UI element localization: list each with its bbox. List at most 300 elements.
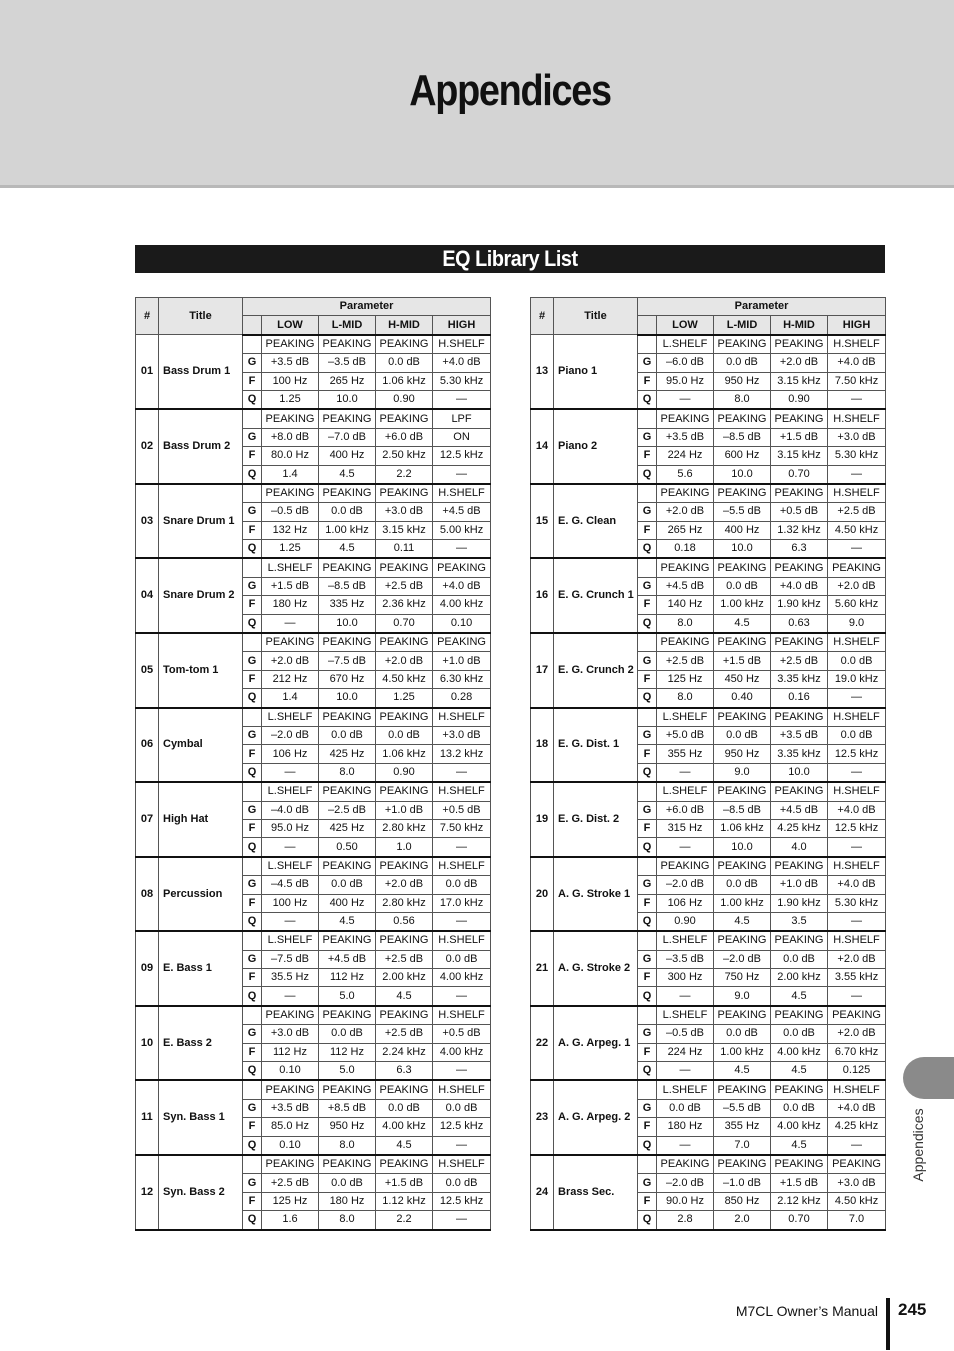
band-type-cell: H.SHELF bbox=[828, 708, 886, 727]
preset-title: E. G. Clean bbox=[554, 484, 638, 559]
param-value-cell: 1.90 kHz bbox=[771, 596, 828, 614]
param-value-cell: 5.6 bbox=[657, 465, 714, 484]
param-value-cell: — bbox=[657, 390, 714, 409]
table-body-left bbox=[136, 335, 491, 1230]
param-value-cell: 13.2 kHz bbox=[433, 745, 491, 763]
param-value-cell: — bbox=[828, 838, 886, 857]
row-label bbox=[243, 633, 262, 652]
param-value-cell: — bbox=[262, 838, 319, 857]
param-value-cell: 4.00 kHz bbox=[771, 1118, 828, 1136]
param-value-cell: +3.0 dB bbox=[376, 503, 433, 521]
section-title: EQ Library List bbox=[442, 246, 578, 271]
band-type-cell: PEAKING bbox=[657, 857, 714, 876]
table-row bbox=[136, 1155, 491, 1174]
param-value-cell: +2.5 dB bbox=[828, 503, 886, 521]
param-value-cell: 2.8 bbox=[657, 1211, 714, 1230]
param-value-cell: +2.0 dB bbox=[828, 950, 886, 968]
param-value-cell: 7.0 bbox=[828, 1211, 886, 1230]
band-type-cell: PEAKING bbox=[657, 633, 714, 652]
band-type-cell: PEAKING bbox=[376, 409, 433, 428]
preset-title: E. G. Crunch 1 bbox=[554, 558, 638, 633]
param-value-cell: 0.18 bbox=[657, 540, 714, 559]
table-row bbox=[136, 782, 491, 801]
param-value-cell: 2.80 kHz bbox=[376, 819, 433, 837]
param-value-cell: +2.0 dB bbox=[828, 577, 886, 595]
row-label: G bbox=[243, 726, 262, 744]
preset-title: Piano 2 bbox=[554, 409, 638, 484]
band-type-cell: H.SHELF bbox=[828, 484, 886, 503]
preset-title: Tom-tom 1 bbox=[159, 633, 243, 708]
param-value-cell: 1.6 bbox=[262, 1211, 319, 1230]
param-value-cell: 8.0 bbox=[319, 1136, 376, 1155]
preset-title: E. G. Dist. 1 bbox=[554, 708, 638, 783]
table-header-row bbox=[531, 298, 886, 316]
param-value-cell: 10.0 bbox=[714, 540, 771, 559]
param-value-cell: — bbox=[657, 838, 714, 857]
param-value-cell: 3.15 kHz bbox=[771, 447, 828, 465]
param-value-cell: 140 Hz bbox=[657, 596, 714, 614]
col-header-low: LOW bbox=[262, 316, 319, 335]
param-value-cell: –2.0 dB bbox=[262, 726, 319, 744]
param-value-cell: +3.5 dB bbox=[262, 1099, 319, 1117]
param-value-cell: — bbox=[657, 1062, 714, 1081]
preset-number: 15 bbox=[531, 484, 554, 559]
row-label: G bbox=[243, 1099, 262, 1117]
param-value-cell: +1.5 dB bbox=[714, 652, 771, 670]
band-type-cell: PEAKING bbox=[262, 484, 319, 503]
param-value-cell: +4.0 dB bbox=[433, 577, 491, 595]
preset-title: E. G. Crunch 2 bbox=[554, 633, 638, 708]
param-value-cell: 0.70 bbox=[771, 1211, 828, 1230]
param-value-cell: 950 Hz bbox=[714, 745, 771, 763]
row-label: Q bbox=[243, 1136, 262, 1155]
row-label: G bbox=[638, 1025, 657, 1043]
param-value-cell: 112 Hz bbox=[262, 1043, 319, 1061]
param-value-cell: +2.0 dB bbox=[657, 503, 714, 521]
band-type-cell: L.SHELF bbox=[262, 857, 319, 876]
param-value-cell: 8.0 bbox=[319, 1211, 376, 1230]
param-value-cell: 4.5 bbox=[714, 1062, 771, 1081]
param-value-cell: +2.0 dB bbox=[376, 876, 433, 894]
row-label bbox=[243, 782, 262, 801]
param-value-cell: 2.50 kHz bbox=[376, 447, 433, 465]
eq-library-table-right bbox=[530, 297, 886, 1231]
row-label: G bbox=[243, 801, 262, 819]
preset-number: 05 bbox=[136, 633, 159, 708]
table-body-right bbox=[531, 335, 886, 1230]
band-type-cell: PEAKING bbox=[771, 708, 828, 727]
param-value-cell: 1.00 kHz bbox=[319, 521, 376, 539]
param-value-cell: 8.0 bbox=[657, 614, 714, 633]
param-value-cell: 0.0 dB bbox=[828, 726, 886, 744]
param-value-cell: 2.24 kHz bbox=[376, 1043, 433, 1061]
preset-title: Bass Drum 2 bbox=[159, 409, 243, 484]
table-row bbox=[531, 1006, 886, 1025]
table-row bbox=[136, 931, 491, 950]
band-type-cell: L.SHELF bbox=[657, 1080, 714, 1099]
band-type-cell: L.SHELF bbox=[657, 335, 714, 354]
param-value-cell: +1.0 dB bbox=[376, 801, 433, 819]
param-value-cell: 950 Hz bbox=[714, 372, 771, 390]
param-value-cell: +1.5 dB bbox=[771, 1174, 828, 1192]
param-value-cell: 1.00 kHz bbox=[714, 894, 771, 912]
param-value-cell: +4.5 dB bbox=[771, 801, 828, 819]
preset-number: 09 bbox=[136, 931, 159, 1006]
row-label bbox=[638, 633, 657, 652]
preset-number: 21 bbox=[531, 931, 554, 1006]
table-row bbox=[531, 335, 886, 354]
param-value-cell: 8.0 bbox=[714, 390, 771, 409]
band-type-cell: PEAKING bbox=[771, 1006, 828, 1025]
row-label: F bbox=[638, 596, 657, 614]
param-value-cell: –7.0 dB bbox=[319, 428, 376, 446]
param-value-cell: 3.55 kHz bbox=[828, 969, 886, 987]
table-row bbox=[531, 1155, 886, 1174]
band-type-cell: PEAKING bbox=[714, 782, 771, 801]
table-row bbox=[531, 782, 886, 801]
band-type-cell: PEAKING bbox=[771, 484, 828, 503]
param-value-cell: 1.4 bbox=[262, 689, 319, 708]
param-value-cell: +2.0 dB bbox=[828, 1025, 886, 1043]
param-value-cell: 1.25 bbox=[262, 390, 319, 409]
param-value-cell: 0.10 bbox=[433, 614, 491, 633]
param-value-cell: 180 Hz bbox=[262, 596, 319, 614]
preset-title: E. Bass 2 bbox=[159, 1006, 243, 1081]
row-label: Q bbox=[243, 987, 262, 1006]
param-value-cell: — bbox=[262, 614, 319, 633]
param-value-cell: — bbox=[433, 390, 491, 409]
param-value-cell: 0.0 dB bbox=[714, 577, 771, 595]
row-label: Q bbox=[243, 390, 262, 409]
band-type-cell: PEAKING bbox=[714, 857, 771, 876]
table-row bbox=[136, 484, 491, 503]
preset-title: E. Bass 1 bbox=[159, 931, 243, 1006]
band-type-cell: PEAKING bbox=[433, 558, 491, 577]
param-value-cell: 4.5 bbox=[319, 540, 376, 559]
param-value-cell: 2.2 bbox=[376, 465, 433, 484]
band-type-cell: PEAKING bbox=[657, 484, 714, 503]
band-type-cell: PEAKING bbox=[714, 335, 771, 354]
row-label bbox=[243, 1006, 262, 1025]
row-label: G bbox=[638, 652, 657, 670]
param-value-cell: 4.50 kHz bbox=[376, 670, 433, 688]
row-label: F bbox=[638, 447, 657, 465]
param-value-cell: — bbox=[433, 465, 491, 484]
param-value-cell: 4.5 bbox=[714, 614, 771, 633]
param-value-cell: 265 Hz bbox=[319, 372, 376, 390]
param-value-cell: 0.0 dB bbox=[714, 726, 771, 744]
band-type-cell: PEAKING bbox=[262, 1080, 319, 1099]
param-value-cell: — bbox=[433, 763, 491, 782]
param-value-cell: 3.5 bbox=[771, 912, 828, 931]
row-label: G bbox=[638, 503, 657, 521]
table-row bbox=[531, 558, 886, 577]
param-value-cell: 0.0 dB bbox=[433, 950, 491, 968]
param-value-cell: — bbox=[657, 1136, 714, 1155]
param-value-cell: 112 Hz bbox=[319, 969, 376, 987]
param-value-cell: 2.36 kHz bbox=[376, 596, 433, 614]
param-value-cell: 400 Hz bbox=[319, 447, 376, 465]
param-value-cell: 2.12 kHz bbox=[771, 1192, 828, 1210]
band-type-cell: PEAKING bbox=[714, 484, 771, 503]
param-value-cell: — bbox=[433, 987, 491, 1006]
row-label bbox=[638, 782, 657, 801]
param-value-cell: 12.5 kHz bbox=[433, 1192, 491, 1210]
row-label: F bbox=[243, 1192, 262, 1210]
row-label: Q bbox=[243, 838, 262, 857]
page-number: 245 bbox=[898, 1300, 927, 1319]
param-value-cell: — bbox=[433, 1211, 491, 1230]
param-value-cell: 4.0 bbox=[771, 838, 828, 857]
table-row bbox=[136, 409, 491, 428]
param-value-cell: +2.5 dB bbox=[657, 652, 714, 670]
col-header-title: Title bbox=[159, 298, 243, 335]
band-type-cell: PEAKING bbox=[319, 782, 376, 801]
table-row bbox=[136, 558, 491, 577]
preset-title: Bass Drum 1 bbox=[159, 335, 243, 410]
row-label: G bbox=[638, 428, 657, 446]
param-value-cell: 100 Hz bbox=[262, 372, 319, 390]
param-value-cell: 0.0 dB bbox=[433, 876, 491, 894]
param-value-cell: 9.0 bbox=[714, 987, 771, 1006]
band-type-cell: PEAKING bbox=[714, 1080, 771, 1099]
param-value-cell: 3.35 kHz bbox=[771, 670, 828, 688]
row-label bbox=[638, 1155, 657, 1174]
table-row bbox=[531, 708, 886, 727]
param-value-cell: 85.0 Hz bbox=[262, 1118, 319, 1136]
table-row bbox=[531, 1080, 886, 1099]
band-type-cell: H.SHELF bbox=[433, 782, 491, 801]
row-label: G bbox=[243, 503, 262, 521]
preset-number: 16 bbox=[531, 558, 554, 633]
param-value-cell: 0.70 bbox=[376, 614, 433, 633]
param-value-cell: 80.0 Hz bbox=[262, 447, 319, 465]
band-type-cell: L.SHELF bbox=[657, 782, 714, 801]
param-value-cell: 106 Hz bbox=[262, 745, 319, 763]
chapter-tab-label: Appendices bbox=[910, 1108, 926, 1182]
param-value-cell: 0.10 bbox=[262, 1062, 319, 1081]
param-value-cell: –4.5 dB bbox=[262, 876, 319, 894]
band-type-cell: L.SHELF bbox=[657, 1006, 714, 1025]
row-label: F bbox=[638, 372, 657, 390]
param-value-cell: 0.0 dB bbox=[771, 950, 828, 968]
param-value-cell: 4.5 bbox=[376, 987, 433, 1006]
row-label: G bbox=[243, 652, 262, 670]
row-label: G bbox=[638, 1174, 657, 1192]
param-value-cell: 10.0 bbox=[714, 465, 771, 484]
row-label: G bbox=[243, 577, 262, 595]
row-label: Q bbox=[243, 912, 262, 931]
row-label: Q bbox=[243, 689, 262, 708]
band-type-cell: PEAKING bbox=[319, 1006, 376, 1025]
param-value-cell: +6.0 dB bbox=[376, 428, 433, 446]
band-type-cell: PEAKING bbox=[714, 1006, 771, 1025]
param-value-cell: 1.12 kHz bbox=[376, 1192, 433, 1210]
row-label: G bbox=[243, 950, 262, 968]
band-type-cell: PEAKING bbox=[714, 558, 771, 577]
param-value-cell: 0.0 dB bbox=[771, 1025, 828, 1043]
band-type-cell: H.SHELF bbox=[828, 782, 886, 801]
param-value-cell: +4.5 dB bbox=[319, 950, 376, 968]
param-value-cell: 4.00 kHz bbox=[433, 1043, 491, 1061]
col-header-lmid: L-MID bbox=[319, 316, 376, 335]
row-label: F bbox=[243, 745, 262, 763]
row-label bbox=[243, 335, 262, 354]
preset-number: 10 bbox=[136, 1006, 159, 1081]
param-value-cell: +4.0 dB bbox=[433, 354, 491, 372]
row-label: Q bbox=[243, 763, 262, 782]
param-value-cell: –0.5 dB bbox=[262, 503, 319, 521]
param-value-cell: 4.25 kHz bbox=[828, 1118, 886, 1136]
param-value-cell: 19.0 kHz bbox=[828, 670, 886, 688]
param-value-cell: +1.5 dB bbox=[262, 577, 319, 595]
param-value-cell: 0.0 dB bbox=[376, 1099, 433, 1117]
param-value-cell: +4.5 dB bbox=[657, 577, 714, 595]
param-value-cell: +1.0 dB bbox=[771, 876, 828, 894]
row-label bbox=[243, 857, 262, 876]
param-value-cell: 4.5 bbox=[714, 912, 771, 931]
band-type-cell: PEAKING bbox=[771, 857, 828, 876]
param-value-cell: 7.50 kHz bbox=[828, 372, 886, 390]
band-type-cell: H.SHELF bbox=[828, 1080, 886, 1099]
band-type-cell: PEAKING bbox=[319, 633, 376, 652]
param-value-cell: 10.0 bbox=[319, 689, 376, 708]
param-value-cell: — bbox=[828, 465, 886, 484]
param-value-cell: 5.0 bbox=[319, 987, 376, 1006]
param-value-cell: –0.5 dB bbox=[657, 1025, 714, 1043]
row-label: G bbox=[638, 801, 657, 819]
row-label: Q bbox=[638, 689, 657, 708]
param-value-cell: 1.00 kHz bbox=[714, 1043, 771, 1061]
col-header-hmid: H-MID bbox=[771, 316, 828, 335]
table-row bbox=[531, 484, 886, 503]
param-value-cell: 750 Hz bbox=[714, 969, 771, 987]
row-label: Q bbox=[243, 614, 262, 633]
band-type-cell: H.SHELF bbox=[433, 484, 491, 503]
col-header-parameter: Parameter bbox=[243, 298, 491, 316]
param-value-cell: 12.5 kHz bbox=[433, 447, 491, 465]
preset-title: Piano 1 bbox=[554, 335, 638, 410]
param-value-cell: 670 Hz bbox=[319, 670, 376, 688]
band-type-cell: PEAKING bbox=[319, 857, 376, 876]
param-value-cell: +8.0 dB bbox=[262, 428, 319, 446]
param-value-cell: 4.5 bbox=[319, 465, 376, 484]
band-type-cell: H.SHELF bbox=[828, 633, 886, 652]
row-label: F bbox=[638, 969, 657, 987]
param-value-cell: 2.2 bbox=[376, 1211, 433, 1230]
param-value-cell: 224 Hz bbox=[657, 447, 714, 465]
table-row bbox=[531, 409, 886, 428]
row-label bbox=[243, 1080, 262, 1099]
band-type-cell: PEAKING bbox=[319, 484, 376, 503]
row-label: G bbox=[638, 726, 657, 744]
row-label bbox=[243, 931, 262, 950]
param-value-cell: 0.0 dB bbox=[714, 1025, 771, 1043]
param-value-cell: 4.25 kHz bbox=[771, 819, 828, 837]
preset-number: 11 bbox=[136, 1080, 159, 1155]
preset-number: 06 bbox=[136, 708, 159, 783]
param-value-cell: –2.0 dB bbox=[714, 950, 771, 968]
param-value-cell: — bbox=[433, 838, 491, 857]
row-label: F bbox=[243, 1118, 262, 1136]
row-label: Q bbox=[638, 1211, 657, 1230]
row-label: G bbox=[243, 354, 262, 372]
footer-rule bbox=[886, 1298, 890, 1350]
band-type-cell: PEAKING bbox=[262, 1155, 319, 1174]
param-value-cell: –1.0 dB bbox=[714, 1174, 771, 1192]
preset-number: 13 bbox=[531, 335, 554, 410]
param-value-cell: 0.0 dB bbox=[657, 1099, 714, 1117]
row-label: Q bbox=[638, 390, 657, 409]
param-value-cell: +0.5 dB bbox=[433, 1025, 491, 1043]
row-label: F bbox=[638, 670, 657, 688]
param-value-cell: 132 Hz bbox=[262, 521, 319, 539]
param-value-cell: 4.00 kHz bbox=[433, 969, 491, 987]
param-value-cell: +0.5 dB bbox=[433, 801, 491, 819]
band-type-cell: PEAKING bbox=[657, 558, 714, 577]
param-value-cell: 0.0 dB bbox=[319, 503, 376, 521]
param-value-cell: 0.50 bbox=[319, 838, 376, 857]
band-type-cell: PEAKING bbox=[376, 558, 433, 577]
param-value-cell: –2.0 dB bbox=[657, 1174, 714, 1192]
param-value-cell: 850 Hz bbox=[714, 1192, 771, 1210]
param-value-cell: +2.0 dB bbox=[376, 652, 433, 670]
param-value-cell: 106 Hz bbox=[657, 894, 714, 912]
band-type-cell: PEAKING bbox=[376, 484, 433, 503]
band-type-cell: PEAKING bbox=[319, 335, 376, 354]
band-type-cell: PEAKING bbox=[376, 335, 433, 354]
row-label bbox=[243, 1155, 262, 1174]
param-value-cell: +2.5 dB bbox=[376, 950, 433, 968]
param-value-cell: +1.5 dB bbox=[376, 1174, 433, 1192]
preset-number: 02 bbox=[136, 409, 159, 484]
table-row bbox=[531, 931, 886, 950]
preset-title: Percussion bbox=[159, 857, 243, 932]
preset-number: 22 bbox=[531, 1006, 554, 1081]
band-type-cell: PEAKING bbox=[714, 633, 771, 652]
row-label: F bbox=[243, 969, 262, 987]
preset-number: 04 bbox=[136, 558, 159, 633]
param-value-cell: — bbox=[262, 763, 319, 782]
param-value-cell: +3.0 dB bbox=[828, 1174, 886, 1192]
param-value-cell: –7.5 dB bbox=[319, 652, 376, 670]
table-row bbox=[531, 633, 886, 652]
band-type-cell: PEAKING bbox=[319, 409, 376, 428]
param-value-cell: — bbox=[433, 1136, 491, 1155]
param-value-cell: ON bbox=[433, 428, 491, 446]
param-value-cell: 112 Hz bbox=[319, 1043, 376, 1061]
param-value-cell: +4.5 dB bbox=[433, 503, 491, 521]
preset-title: A. G. Stroke 1 bbox=[554, 857, 638, 932]
table-row bbox=[136, 335, 491, 354]
param-value-cell: 1.06 kHz bbox=[376, 745, 433, 763]
param-value-cell: 0.0 dB bbox=[319, 876, 376, 894]
row-label bbox=[638, 857, 657, 876]
param-value-cell: 9.0 bbox=[714, 763, 771, 782]
param-value-cell: 0.0 dB bbox=[319, 1174, 376, 1192]
row-label: G bbox=[638, 950, 657, 968]
param-value-cell: 355 Hz bbox=[714, 1118, 771, 1136]
param-value-cell: 95.0 Hz bbox=[262, 819, 319, 837]
preset-title: Snare Drum 1 bbox=[159, 484, 243, 559]
param-value-cell: +4.0 dB bbox=[828, 1099, 886, 1117]
param-value-cell: +6.0 dB bbox=[657, 801, 714, 819]
param-value-cell: 4.00 kHz bbox=[376, 1118, 433, 1136]
band-type-cell: PEAKING bbox=[319, 1080, 376, 1099]
preset-title: Brass Sec. bbox=[554, 1155, 638, 1230]
band-type-cell: PEAKING bbox=[376, 857, 433, 876]
param-value-cell: 125 Hz bbox=[262, 1192, 319, 1210]
